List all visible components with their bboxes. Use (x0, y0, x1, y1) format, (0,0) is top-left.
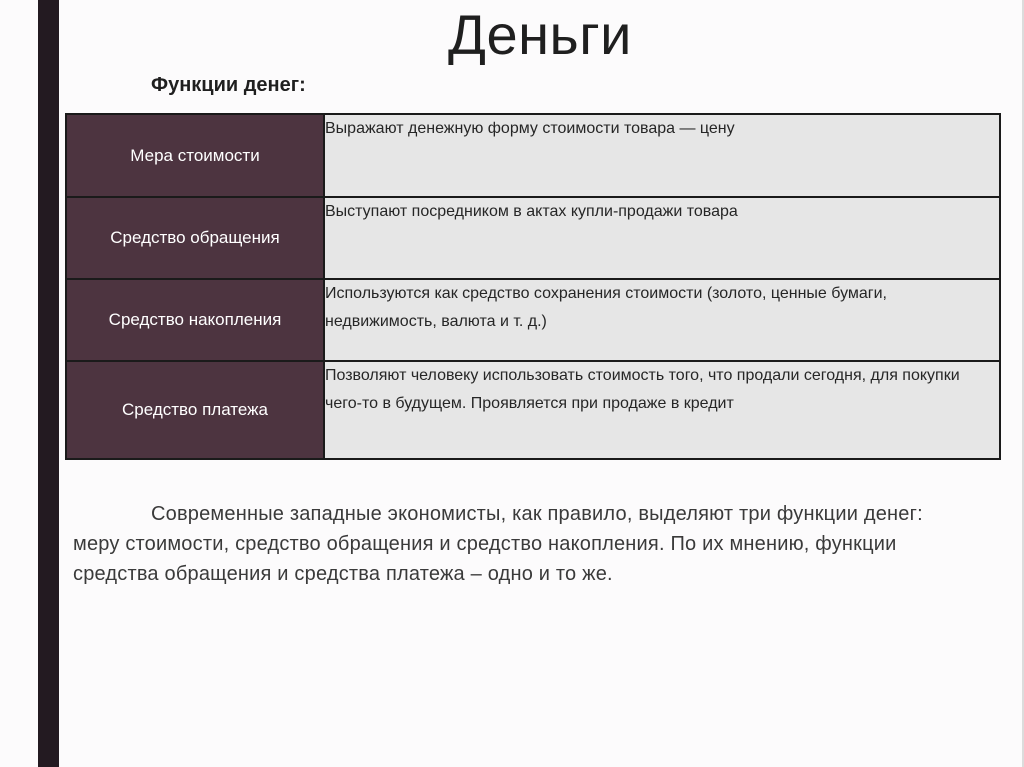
left-accent-bar (38, 0, 59, 767)
table-row (66, 361, 1000, 459)
function-description-cell: Используются как средство сохранения стоимости (золото, ценные бумаги, недвижимость, валюта и т. д.) (324, 279, 1000, 361)
function-name-cell: Средство обращения (66, 197, 324, 279)
function-name-cell: Средство платежа (66, 361, 324, 459)
function-description-cell: Выражают денежную форму стоимости товара — цену (324, 114, 1000, 197)
function-description-cell: Позволяют человеку использовать стоимость того, что продали сегодня, для покупки чего-то в будущем. Проявляется при продаже в кредит (324, 361, 1000, 459)
function-description-cell: Выступают посредником в актах купли-продажи товара (324, 197, 1000, 279)
table-row (66, 114, 1000, 197)
slide-subtitle: Функции денег: (151, 74, 306, 96)
function-name-cell: Мера стоимости (66, 114, 324, 197)
explanation-paragraph (73, 499, 973, 589)
paragraph-text: Современные западные экономисты, как правило, выделяют три функции денег: меру стоимости, средство обращения и средство накопления. По их мнению, функции средства обращения и средства платежа – одно и то же. (73, 503, 923, 585)
functions-table (65, 113, 1001, 460)
table-row (66, 197, 1000, 279)
slide-title: Деньги (448, 3, 632, 66)
table-row (66, 279, 1000, 361)
function-name-cell: Средство накопления (66, 279, 324, 361)
